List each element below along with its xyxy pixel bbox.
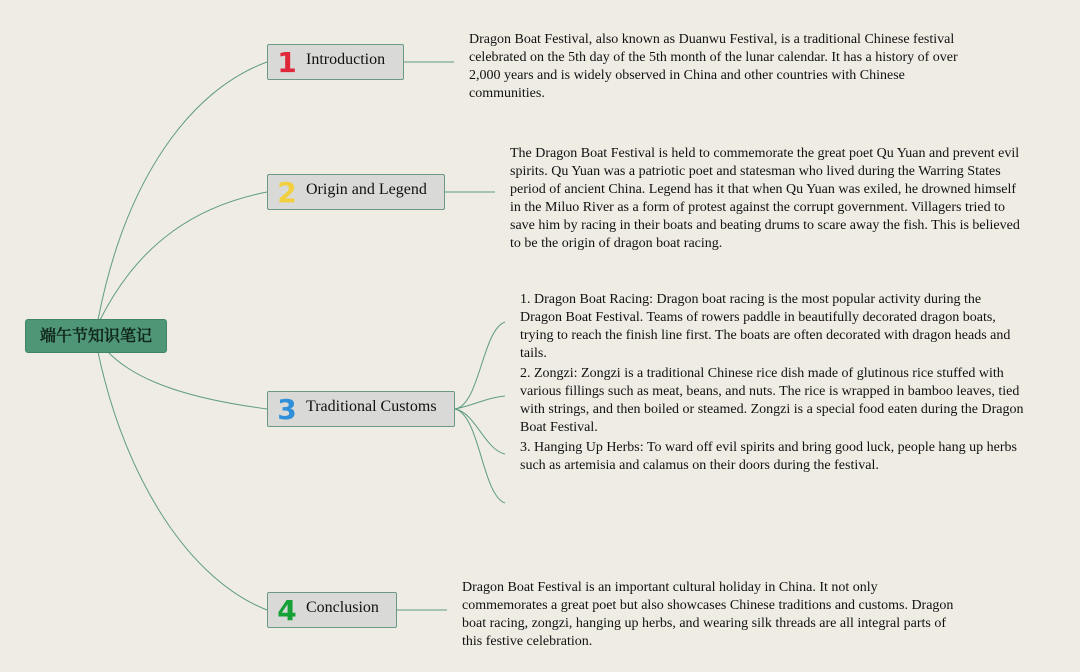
number-four-icon: 4 xyxy=(277,594,297,627)
topic-label: Origin and Legend xyxy=(306,181,427,198)
connector-root-customs xyxy=(108,352,267,409)
number-three-icon: 3 xyxy=(277,393,297,426)
topic-label: Introduction xyxy=(306,51,386,68)
note-dragon-boat-racing[interactable]: 1. Dragon Boat Racing: Dragon boat racing is the most popular activity during the Dragon Boat Festival. Teams of rowers paddle in beautifully decorated dragon boats, trying to reach the finish line first. The boats are often decorated with dragon heads and tails. xyxy=(520,292,1011,361)
root-topic[interactable]: 端午节知识笔记 xyxy=(25,319,167,353)
note-hanging-up-herbs[interactable]: 3. Hanging Up Herbs: To ward off evil spirits and bring good luck, people hang up herbs such as artemisia and calamus on their doors during the festival. xyxy=(520,440,1017,473)
number-one-icon: 1 xyxy=(277,46,297,79)
connector-root-introduction xyxy=(98,62,267,320)
topic-label: Conclusion xyxy=(306,599,379,616)
note-introduction[interactable]: Dragon Boat Festival, also known as Duanwu Festival, is a traditional Chinese festival celebrated on the 5th day of the 5th month of the lunar calendar. It has a history of over 2,000 years and is widely observed in China and other countries with Chinese communities. xyxy=(469,32,958,101)
connector-customs-racing xyxy=(455,322,505,409)
connector-root-conclusion xyxy=(98,352,267,610)
note-zongzi[interactable]: 2. Zongzi: Zongzi is a traditional Chinese rice dish made of glutinous rice stuffed with various fillings such as meat, beans, and nuts. The rice is wrapped in bamboo leaves, tied with strings, and then boiled or steamed. Zongzi is a special food eaten during the Dragon Boat Festival. xyxy=(520,366,1024,435)
connector-customs-zongzi xyxy=(455,396,505,409)
connector-customs-extra xyxy=(455,409,505,503)
note-origin-and-legend[interactable]: The Dragon Boat Festival is held to commemorate the great poet Qu Yuan and prevent evil spirits. Qu Yuan was a patriotic poet and statesman who lived during the Warring States period of ancient China. Legend has it that when Qu Yuan was exiled, he drowned himself in the Miluo River as a form of protest against the corrupt government. Villagers tried to save him by racing in their boats and beating drums to scare away the fish. This is believed to be the origin of dragon boat racing. xyxy=(510,146,1020,251)
topic-origin-and-legend[interactable] xyxy=(267,174,445,210)
topic-introduction[interactable] xyxy=(267,44,404,80)
topic-traditional-customs[interactable] xyxy=(267,391,455,427)
topic-conclusion[interactable] xyxy=(267,592,397,628)
note-conclusion[interactable]: Dragon Boat Festival is an important cultural holiday in China. It not only commemorates a great poet but also showcases Chinese traditions and customs. Dragon boat racing, zongzi, hanging up herbs, and wearing silk threads are all integral parts of this festive celebration. xyxy=(462,580,954,649)
number-two-icon: 2 xyxy=(277,176,297,209)
topic-label: Traditional Customs xyxy=(306,398,437,415)
connector-root-origin xyxy=(100,192,267,320)
connector-customs-herbs xyxy=(455,409,505,454)
